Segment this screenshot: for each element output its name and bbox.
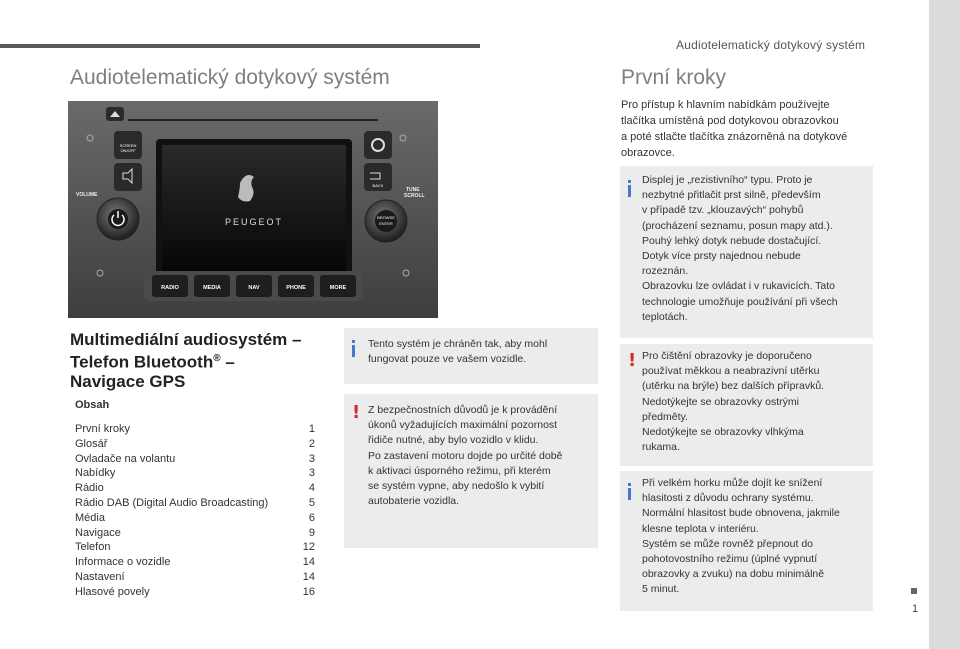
toc-item-page: 2 <box>308 437 315 450</box>
info-icon <box>352 340 355 356</box>
page-sidebar <box>929 0 960 649</box>
product-title-line2: Telefon Bluetooth® – <box>70 352 235 372</box>
registered-mark: ® <box>213 353 221 364</box>
svg-text:ENTER: ENTER <box>379 221 393 226</box>
info-note-box <box>344 328 598 384</box>
mute-button <box>114 163 142 191</box>
toc-item-page: 4 <box>308 482 315 495</box>
info-note-box-3 <box>620 471 873 611</box>
toc-item-label: Rádio <box>75 482 104 495</box>
bottom-button-row <box>152 275 356 297</box>
toc-item-page: 6 <box>308 511 315 524</box>
toc-item-page: 3 <box>308 467 315 480</box>
warning-icon: ! <box>628 350 637 371</box>
touch-screen <box>162 145 346 277</box>
device-button-label: PHONE <box>286 285 306 291</box>
toc-item-label: Nabídky <box>75 467 116 480</box>
warning-note-box <box>344 394 598 548</box>
warning-note-text: Z bezpečnostních důvodů je k provádění úkonů vyžadujících maximální pozornost řidiče nutné, aby bylo vozidlo v klidu. Po zastavení motoru dojde po určité době k aktivaci úsporného režimu, při kterém se systém vypne, aby nedošlo k vybití autobaterie vozidla. <box>368 404 563 508</box>
cleaning-note-text: Pro čištění obrazovky je doporučeno používat měkkou a neabrazivní utěrku (utěrku na brýle) bez dalších přípravků. Nedotýkejte se obrazovky ostrými předměty. Nedotýkejte se obrazovky vlhkýma rukama. <box>642 350 825 454</box>
toc-item <box>75 466 315 481</box>
toc-item-label: Glosář <box>75 437 108 450</box>
section-title-right: První kroky <box>621 66 727 89</box>
toc-item <box>75 540 315 555</box>
cd-slot <box>128 119 378 121</box>
product-title <box>70 330 340 391</box>
back-label: BACK <box>372 183 384 188</box>
toc-item-label: Média <box>75 511 105 524</box>
toc-item-label: Nastavení <box>75 570 125 583</box>
heat-note-text: Při velkém horku může dojít ke snížení hlasitosti z důvodu ochrany systému. Normální hlasitost bude obnovena, jakmile klesne teplota v interiéru. Systém se může rovněž přepnout do pohotovostního režimu (úplné vypnutí obrazovky a zvuku) na dobu minimálně 5 minut. <box>642 477 840 596</box>
toc-list <box>75 422 315 600</box>
toc-item-page: 14 <box>302 556 315 569</box>
intro-paragraph: Pro přístup k hlavním nabídkám používejte tlačítka umístěná pod dotykovou obrazovkou a poté stlačte tlačítka znázorněná na dotykové obrazovce. <box>621 99 848 159</box>
warning-icon: ! <box>352 402 361 423</box>
toc-item <box>75 526 315 541</box>
product-title-line1: Multimediální audiosystém – <box>70 330 302 349</box>
toc-item-label: Hlasové povely <box>75 585 150 598</box>
section-title-left: Audiotelematický dotykový systém <box>70 66 390 89</box>
info-note-text: Tento systém je chráněn tak, aby mohl fungovat pouze ve vašem vozidle. <box>368 338 548 366</box>
settings-button <box>364 131 392 159</box>
info-icon <box>628 483 631 499</box>
toc-item-page: 12 <box>302 541 315 554</box>
toc-item <box>75 452 315 467</box>
page-number: 1 <box>912 603 919 615</box>
toc-item-label: Navigace <box>75 526 121 539</box>
head-unit-illustration <box>68 101 438 318</box>
svg-text:ON/OFF: ON/OFF <box>120 148 136 153</box>
toc-item-page: 16 <box>302 585 315 598</box>
toc-item <box>75 422 315 437</box>
toc-item <box>75 511 315 526</box>
device-button-label: MORE <box>329 285 347 291</box>
toc-item-label: Informace o vozidle <box>75 556 171 569</box>
device-button-label: RADIO <box>161 285 179 291</box>
product-title-line3: Navigace GPS <box>70 371 186 391</box>
svg-text:BROWSE: BROWSE <box>377 215 395 220</box>
toc-item-label: Ovladače na volantu <box>75 452 176 465</box>
page-marker-icon <box>911 588 917 594</box>
toc-item-page: 5 <box>308 496 315 509</box>
toc-item <box>75 481 315 496</box>
screen-onoff-label: SCREEN <box>119 143 137 148</box>
toc-item <box>75 570 315 585</box>
warning-note-box-2 <box>620 344 873 466</box>
toc-item-label: První kroky <box>75 423 131 435</box>
toc-item-page: 1 <box>308 423 315 435</box>
toc-heading: Obsah <box>75 399 110 411</box>
table-of-contents <box>75 399 315 600</box>
toc-item-page: 9 <box>308 526 315 539</box>
svg-text:SCROLL: SCROLL <box>404 193 425 199</box>
device-button-label: NAV <box>248 285 260 291</box>
top-rule <box>0 44 480 48</box>
toc-item <box>75 437 315 452</box>
toc-item-page: 14 <box>302 570 315 583</box>
resistive-note-text: Displej je „rezistivního“ typu. Proto je nezbytné přitlačit prst silně, především v případě tzv. „klouzavých“ pohybů (procházení seznamu, posun mapy atd.). Pouhý lehký dotyk nebude dostačující. Dotyk více prsty najednou nebude rozeznán. Obrazovku lze ovládat i v rukavicích. Tato technologie umožňuje používání při všech teplotách. <box>642 174 838 323</box>
info-icon <box>628 180 631 196</box>
device-button-label: MEDIA <box>203 285 221 291</box>
volume-label: VOLUME <box>76 192 98 198</box>
toc-item-label: Telefon <box>75 541 111 554</box>
info-note-box-2 <box>620 166 873 338</box>
toc-item <box>75 496 315 511</box>
brand-text: PEUGEOT <box>224 217 284 227</box>
toc-item-page: 3 <box>308 452 315 465</box>
toc-item <box>75 555 315 570</box>
running-header: Audiotelematický dotykový systém <box>676 38 866 52</box>
toc-item-label: Rádio DAB (Digital Audio Broadcasting) <box>75 496 269 509</box>
tune-label: TUNE <box>406 187 420 193</box>
toc-item <box>75 585 315 600</box>
